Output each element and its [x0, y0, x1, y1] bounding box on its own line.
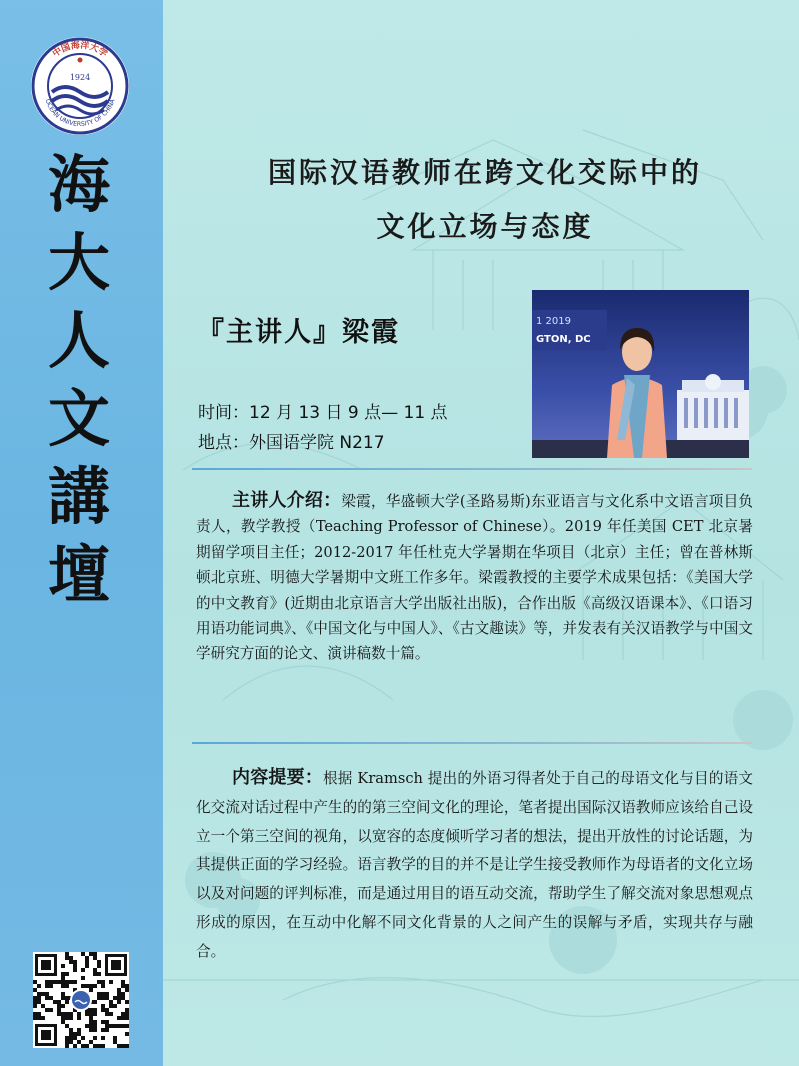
speaker-label: 『主讲人』梁霞	[197, 317, 400, 348]
abstract-text: 根据 Kramsch 提出的外语习得者处于自己的母语文化与目的语文化交流对话过程中产生的的第三空间文化的理论，笔者提出国际汉语教师应该给自己设立一个第三空间的视角，以宽容的态度倾听学习者的想法，提出开放性的讨论话题，为其提供正面的学习经验。语言教学的目的并不是让学生接受教师作为母语者的文化立场以及对问题的评判标准，而是通过用目的语互动交流，帮助学生了解交流对象思想观点形成的原因，在互动中化解不同文化背景的人之间产生的误解与矛盾，实现共存与融合。	[196, 770, 753, 960]
series-title-char: 人	[47, 304, 110, 377]
photo-banner-text-1: 1 2019	[536, 316, 571, 327]
series-title-char: 壇	[47, 538, 110, 611]
abstract-label: 内容提要：	[232, 767, 323, 788]
university-logo	[30, 36, 130, 136]
series-title-char: 海	[47, 148, 110, 221]
bio-text: 梁霞，华盛顿大学(圣路易斯)东亚语言与文化系中文语言项目负责人，教学教授（Teaching Professor of Chinese）。2019 年任美国 CET 北京暑期留学项目主任；2012-2017 年任杜克大学暑期在华项目（北京）主任；曾在普林斯顿北京班、明德大学暑期中文班工作多年。梁霞教授的主要学术成果包括：《美国大学的中文教育》(近期由北京语言大学出版社出版)，合作出版《高级汉语课本》、《口语习用语功能词典》、《中国文化与中国人》、《古文趣读》等，并发表有关汉语教学与中国文学研究方面的论文、演讲稿数十篇。	[196, 493, 754, 663]
series-title-char: 講	[47, 460, 110, 533]
lecture-location: 地点：外国语学院 N217	[198, 433, 385, 453]
speaker-photo	[532, 290, 749, 458]
title-line-1: 国际汉语教师在跨文化交际中的	[267, 156, 702, 189]
logo-year: 1924	[69, 73, 91, 82]
qr-code[interactable]	[33, 952, 129, 1048]
logo-chinese-text: 中国海洋大学	[51, 40, 109, 60]
sidebar	[0, 0, 163, 1066]
series-title-char: 文	[47, 382, 110, 455]
qr-center-logo-icon	[72, 991, 90, 1009]
lecture-time: 时间：12 月 13 日 9 点— 11 点	[198, 403, 448, 423]
photo-banner-text-2: GTON, DC	[536, 334, 591, 345]
bio-label: 主讲人介绍：	[232, 490, 342, 511]
series-title-char: 大	[47, 226, 110, 299]
divider	[192, 742, 752, 744]
series-title	[34, 146, 124, 614]
title-line-2: 文化立场与态度	[376, 210, 594, 243]
divider	[192, 468, 752, 470]
bio-paragraph	[196, 488, 753, 667]
lecture-title	[195, 146, 775, 254]
abstract-paragraph	[196, 764, 753, 967]
logo-english-text: OCEAN UNIVERSITY OF CHINA	[43, 98, 117, 129]
